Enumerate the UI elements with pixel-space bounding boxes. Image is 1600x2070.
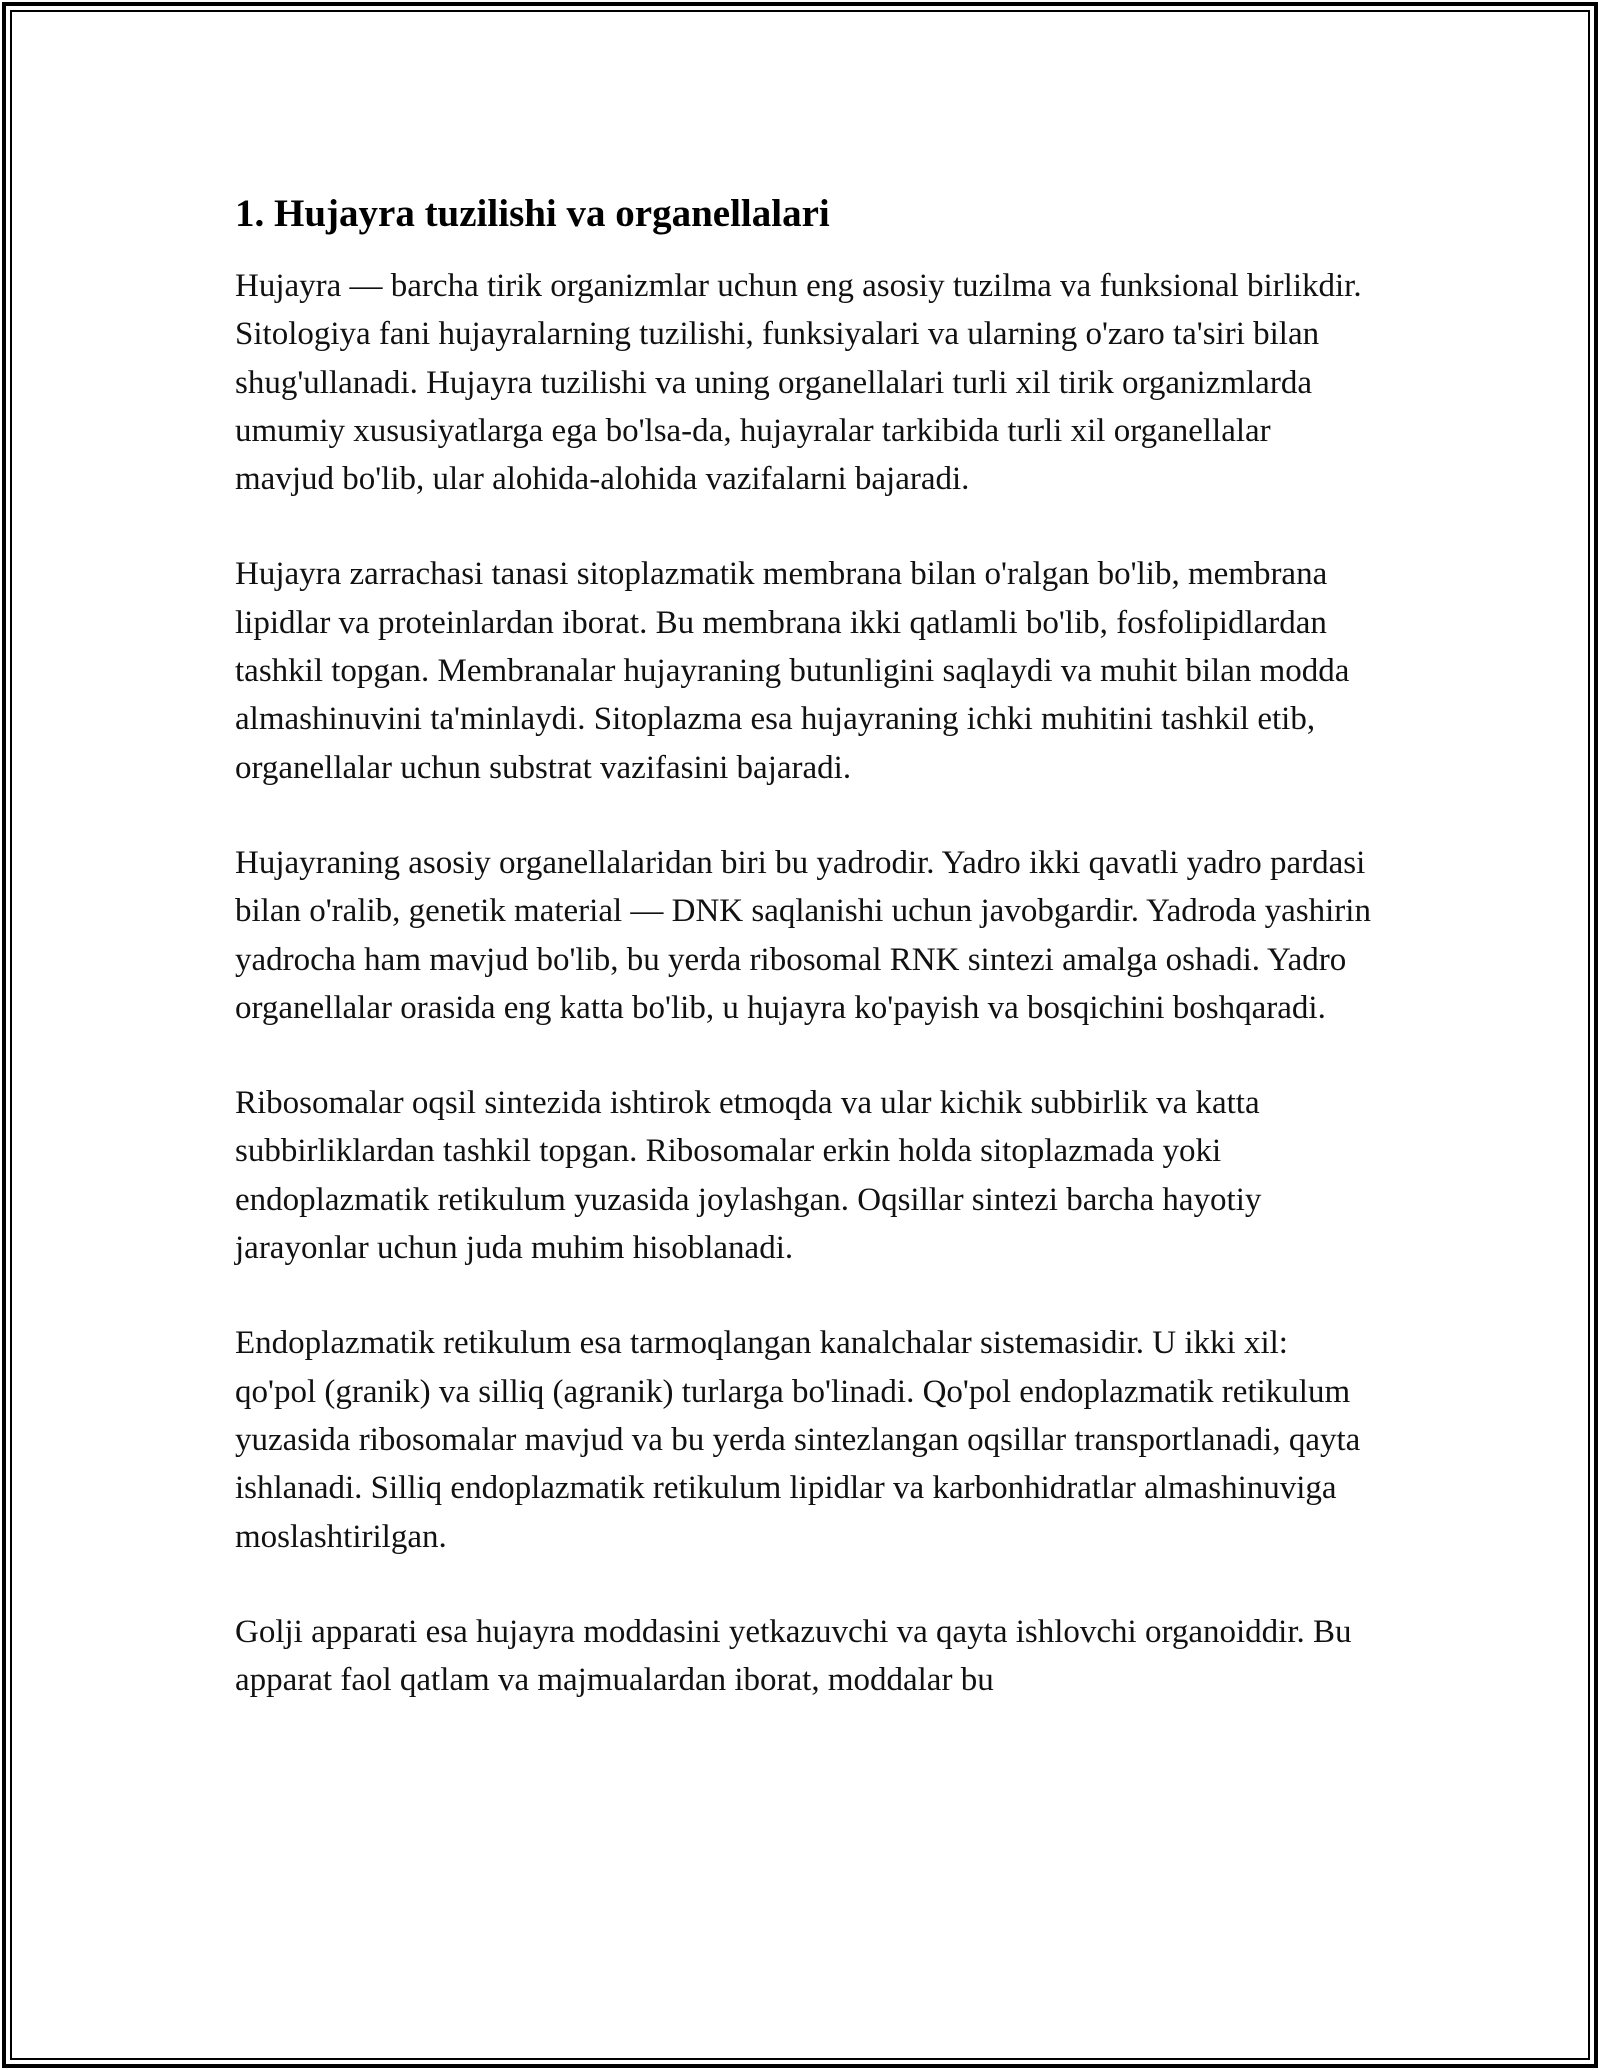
paragraph-membrane: Hujayra zarrachasi tanasi sitoplazmatik membrana bilan o'ralgan bo'lib, membrana lipidlar va proteinlardan iborat. Bu membrana ikki qatlamli bo'lib, fosfolipidlardan tashkil topgan. Membranalar hujayraning butunligini saqlaydi va muhit bilan modda almashinuvini ta'minlaydi. Sitoplazma esa hujayraning ichki muhitini tashkil etib, organellalar uchun substrat vazifasini bajaradi. <box>235 556 1350 786</box>
paragraph-endoplasmic-reticulum: Endoplazmatik retikulum esa tarmoqlangan kanalchalar sistemasidir. U ikki xil: qo'pol (granik) va silliq (agranik) turlarga bo'linadi. Qo'pol endoplazmatik retikulum yuzasida ribosomalar mavjud va bu yerda sintezlangan oqsillar transportlanadi, qayta ishlanadi. Silliq endoplazmatik retikulum lipidlar va karbonhidratlar almashinuviga moslashtirilgan. <box>235 1325 1361 1555</box>
paragraph-cell-intro: Hujayra — barcha tirik organizmlar uchun eng asosiy tuzilma va funksional birlikdir. Sitologiya fani hujayralarning tuzilishi, funksiyalari va ularning o'zaro ta'siri bilan shug'ullanadi. Hujayra tuzilishi va uning organellalari turli xil tirik organizmlarda umumiy xususiyatlarga ega bo'lsa-da, hujayralar tarkibida turli xil organellalar mavjud bo'lib, ular alohida-alohida vazifalarni bajaradi. <box>235 268 1362 498</box>
paragraph-ribosomes: Ribosomalar oqsil sintezida ishtirok etmoqda va ular kichik subbirlik va katta subbirliklardan tashkil topgan. Ribosomalar erkin holda sitoplazmada yoki endoplazmatik retikulum yuzasida joylashgan. Oqsillar sintezi barcha hayotiy jarayonlar uchun juda muhim hisoblanadi. <box>235 1085 1262 1267</box>
paragraph-nucleus: Hujayraning asosiy organellalaridan biri bu yadrodir. Yadro ikki qavatli yadro pardasi bilan o'ralib, genetik material — DNK saqlanishi uchun javobgardir. Yadroda yashirin yadrocha ham mavjud bo'lib, bu yerda ribosomal RNK sintezi amalga oshadi. Yadro organellalar orasida eng katta bo'lib, u hujayra ko'payish va bosqichini boshqaradi. <box>235 844 1371 1026</box>
paragraph-golgi: Golji apparati esa hujayra moddasini yetkazuvchi va qayta ishlovchi organoiddir. Bu apparat faol qatlam va majmualardan iborat, moddalar bu <box>235 1613 1352 1699</box>
section-heading: 1. Hujayra tuzilishi va organellalari <box>235 192 830 235</box>
document-body <box>235 188 1375 1751</box>
